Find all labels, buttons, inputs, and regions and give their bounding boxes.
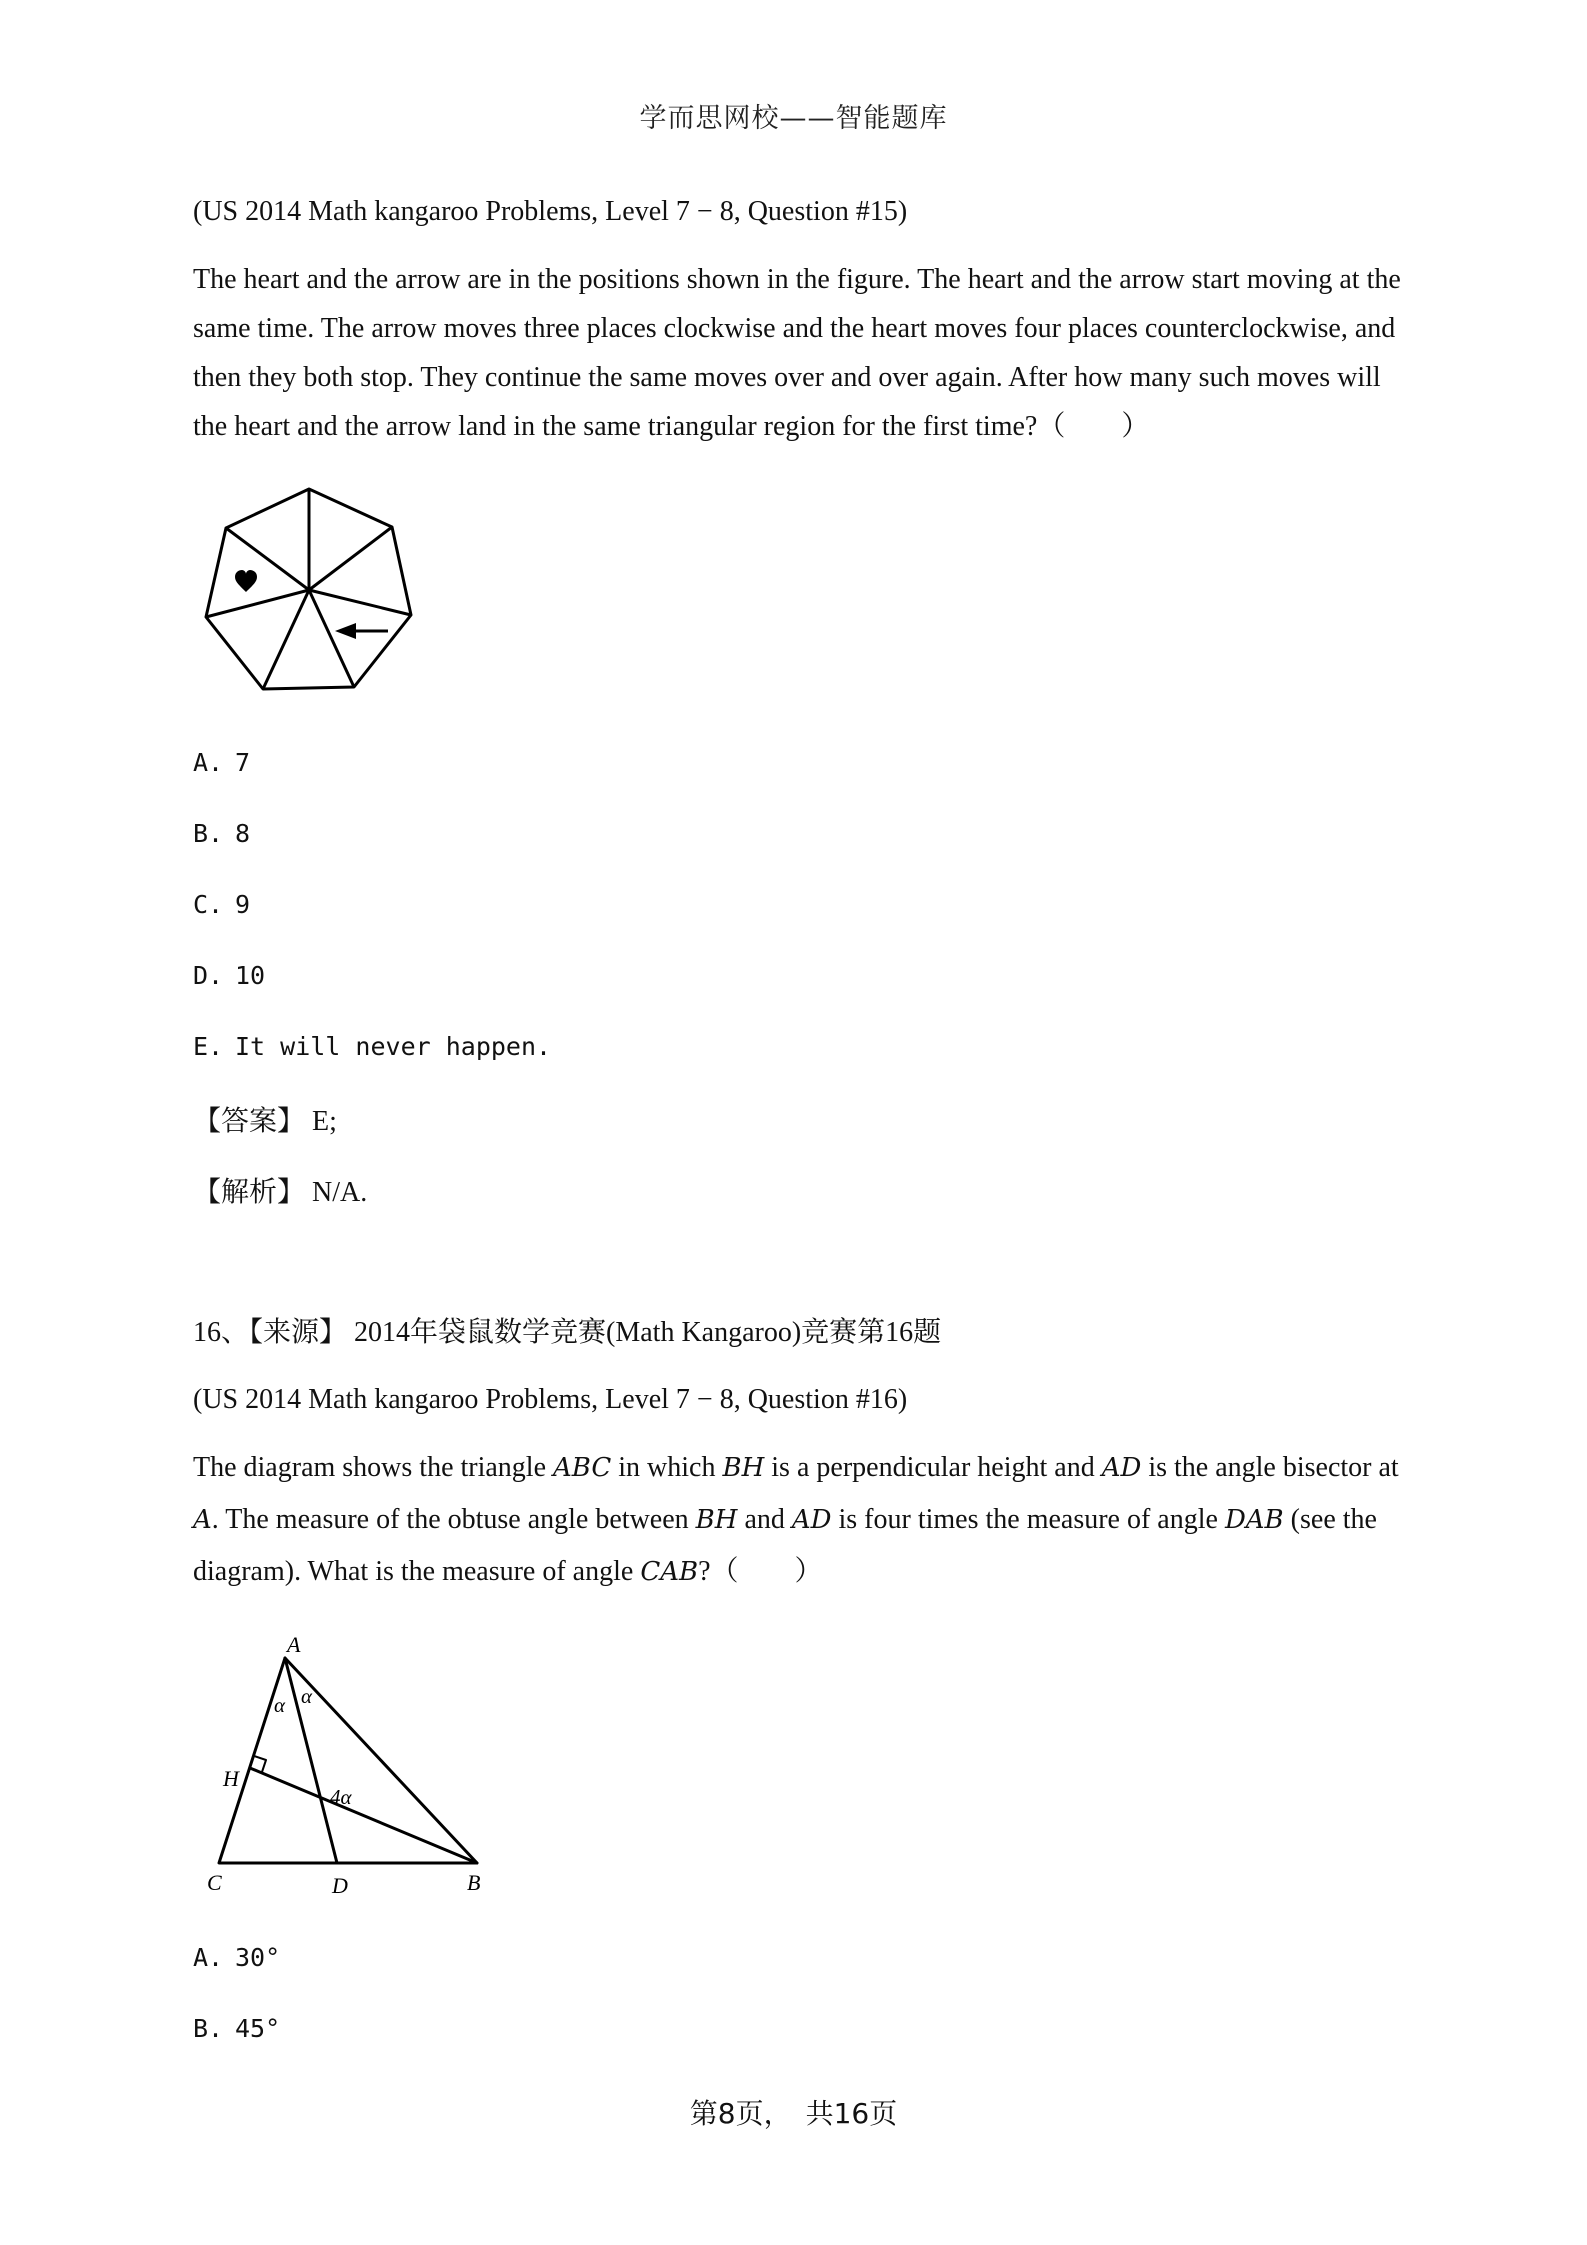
label-four-alpha: 4α	[330, 1785, 352, 1809]
math-run: DAB	[1224, 1505, 1284, 1535]
math-run: A	[193, 1505, 212, 1535]
spoke-line	[309, 527, 392, 590]
q15-option-d[interactable]	[193, 961, 265, 990]
math-run: CAB	[640, 1557, 699, 1587]
option-value: 7	[235, 748, 251, 777]
math-run: AD	[791, 1505, 832, 1535]
q15-source: (US 2014 Math kangaroo Problems, Level 7 − 8, Question #15)	[193, 196, 908, 227]
option-letter: C.	[193, 890, 224, 919]
text-run: (see the diagram). What is the measure of angle	[193, 1504, 1377, 1587]
label-c: C	[207, 1870, 222, 1895]
spoke-line	[309, 590, 411, 615]
text-run: is the angle bisector at	[1141, 1452, 1399, 1483]
option-value: 8	[235, 819, 251, 848]
q16-option-b[interactable]	[193, 2014, 280, 2043]
source-label: 【来源】	[249, 1317, 348, 1348]
option-letter: B.	[193, 2014, 224, 2043]
option-letter: E.	[193, 1032, 224, 1061]
option-letter: A.	[193, 1943, 224, 1972]
analysis-label: 【解析】	[193, 1177, 306, 1208]
q15-option-b[interactable]	[193, 819, 250, 848]
text-run: is a perpendicular height and	[764, 1452, 1102, 1483]
option-letter: B.	[193, 819, 224, 848]
math-run: BH	[695, 1505, 738, 1535]
option-value: 9	[235, 890, 251, 919]
option-value: 45°	[235, 2014, 281, 2043]
q15-option-a[interactable]	[193, 748, 250, 777]
label-d: D	[332, 1873, 348, 1898]
q15-text: The heart and the arrow are in the positions shown in the figure. The heart and the arrow start moving at the same time. The arrow moves three places clockwise and the heart moves four places counterclockwise, and then they both stop. They continue the same moves over and over again. After how many such moves will the heart and the arrow land in the same triangular region for the first time?（ ）	[193, 264, 1401, 442]
page-header-title: 学而思网校——智能题库	[639, 103, 948, 134]
q15-answer	[193, 1099, 337, 1139]
label-alpha-left: α	[274, 1693, 286, 1717]
spoke-line	[309, 590, 354, 687]
spoke-line	[206, 590, 309, 617]
math-run: ABC	[553, 1453, 612, 1483]
text-run: in which	[611, 1452, 723, 1483]
source-text: 2014年袋鼠数学竞赛(Math Kangaroo)竞赛第16题	[354, 1317, 942, 1348]
question-number: 16、	[193, 1317, 250, 1348]
math-run: BH	[722, 1453, 765, 1483]
spoke-line	[263, 590, 309, 689]
text-run: is four times the measure of angle	[831, 1504, 1225, 1535]
math-run: AD	[1101, 1453, 1142, 1483]
label-b: B	[467, 1870, 481, 1895]
triangle-abc	[219, 1658, 477, 1863]
text-run: The diagram shows the triangle	[193, 1452, 554, 1483]
option-value: 10	[235, 961, 266, 990]
answer-label: 【答案】	[193, 1106, 306, 1137]
q15-option-c[interactable]	[193, 890, 250, 919]
label-alpha-right: α	[301, 1684, 313, 1708]
text-run: . The measure of the obtuse angle between	[211, 1504, 696, 1535]
label-a: A	[287, 1632, 301, 1657]
q16-source: (US 2014 Math kangaroo Problems, Level 7 − 8, Question #16)	[193, 1384, 908, 1415]
triangle-figure	[195, 1630, 495, 1900]
arrow-left-icon	[335, 623, 388, 639]
option-value: It will never happen.	[235, 1032, 552, 1061]
answer-value: E;	[312, 1106, 337, 1137]
heart-icon	[235, 570, 257, 592]
heptagon-figure	[200, 482, 420, 696]
height-bh	[250, 1768, 477, 1863]
q16-heading	[193, 1310, 941, 1350]
option-value: 30°	[235, 1943, 281, 1972]
q15-analysis	[193, 1170, 367, 1210]
option-letter: D.	[193, 961, 224, 990]
text-run: and	[737, 1504, 792, 1535]
option-letter: A.	[193, 748, 224, 777]
analysis-value: N/A.	[312, 1177, 368, 1208]
q15-option-e[interactable]	[193, 1032, 551, 1061]
label-h: H	[223, 1766, 239, 1791]
page-footer: 第8页， 共16页	[689, 2097, 898, 2130]
text-run: ?（ ）	[698, 1556, 823, 1587]
q16-text	[193, 1442, 1413, 1598]
q16-option-a[interactable]	[193, 1943, 280, 1972]
